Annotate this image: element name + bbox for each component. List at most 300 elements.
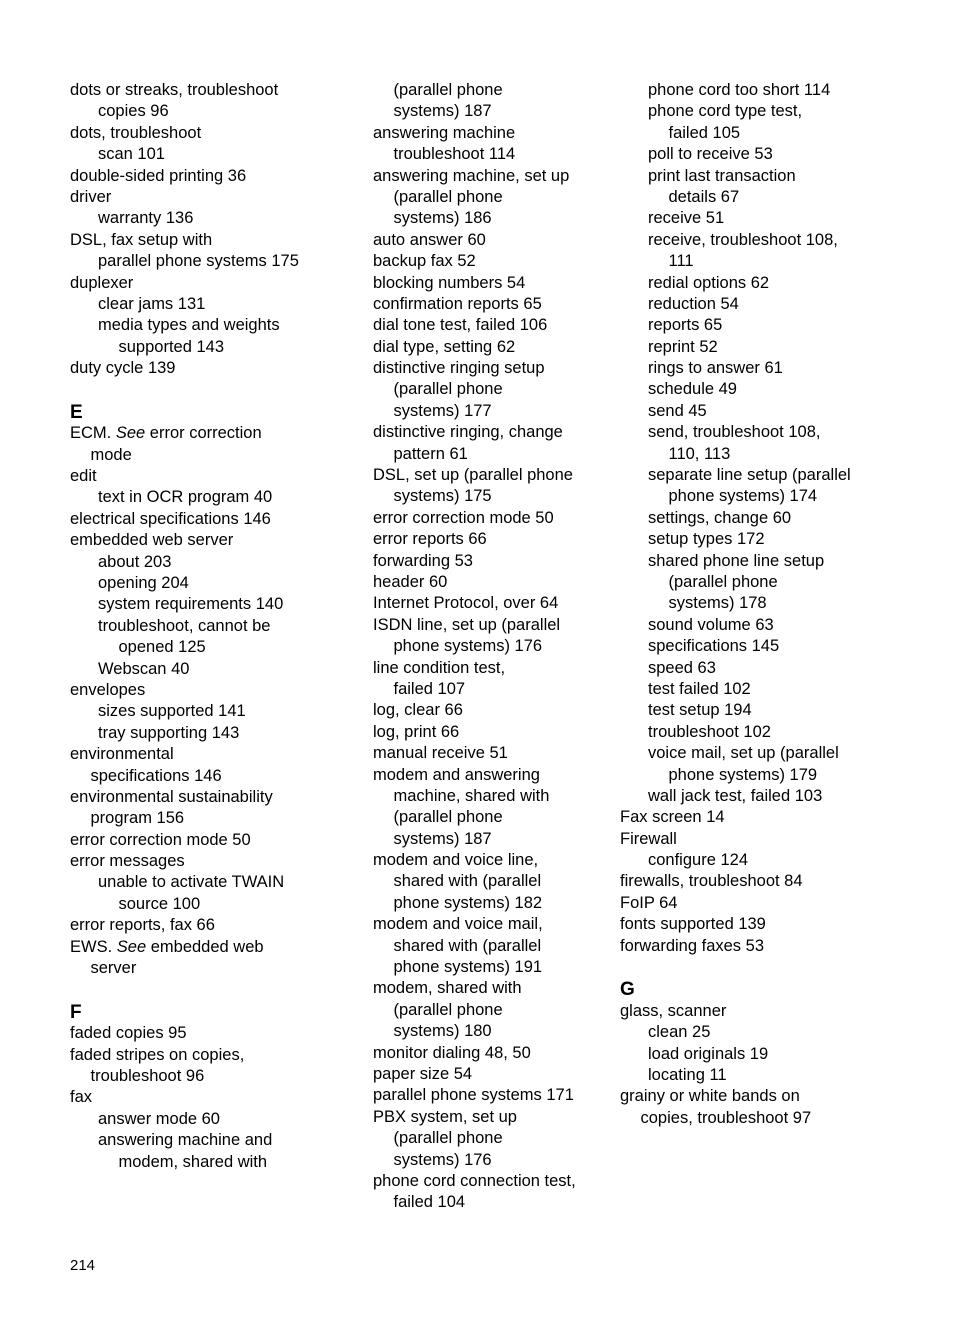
index-subentry xyxy=(620,187,920,208)
entry-text: pattern 61 xyxy=(393,444,468,463)
entry-text: answering machine, set up xyxy=(373,166,570,185)
index-subentry xyxy=(70,958,360,979)
entry-text: DSL, set up (parallel phone xyxy=(373,466,573,485)
entry-text: media types and weights xyxy=(98,316,280,335)
entry-text: driver xyxy=(70,187,112,206)
entry-text: faded copies 95 xyxy=(70,1024,187,1043)
entry-text: modem and answering xyxy=(373,765,540,784)
entry-text: scan 101 xyxy=(98,145,165,164)
index-entry xyxy=(70,230,360,251)
entry-text: forwarding faxes 53 xyxy=(620,936,764,955)
index-subentry xyxy=(373,80,613,101)
index-entry xyxy=(373,529,613,550)
entry-text: error messages xyxy=(70,852,185,871)
index-entry xyxy=(373,508,613,529)
entry-text: phone systems) 174 xyxy=(668,487,818,506)
index-subentry xyxy=(70,766,360,787)
entry-text: phone cord connection test, xyxy=(373,1171,576,1190)
entry-text: reprint 52 xyxy=(648,337,718,356)
index-subentry xyxy=(70,208,360,229)
index-subentry xyxy=(620,273,920,294)
index-subentry xyxy=(373,871,613,892)
index-entry xyxy=(373,850,613,871)
see-target: embedded web xyxy=(150,937,264,956)
entry-text: details 67 xyxy=(668,187,740,206)
index-entry xyxy=(70,1023,360,1044)
entry-text: wall jack test, failed 103 xyxy=(648,786,823,805)
index-entry xyxy=(70,1045,360,1066)
entry-text: distinctive ringing, change xyxy=(373,423,563,442)
index-entry xyxy=(373,1043,613,1064)
index-subentry xyxy=(620,358,920,379)
index-section-letter: E xyxy=(70,401,83,423)
entry-text: line condition test, xyxy=(373,658,506,677)
index-subentry xyxy=(373,144,613,165)
entry-text: auto answer 60 xyxy=(373,230,486,249)
entry-text: unable to activate TWAIN xyxy=(98,873,285,892)
entry-text: Internet Protocol, over 64 xyxy=(373,594,559,613)
index-subentry xyxy=(620,251,920,272)
index-entry xyxy=(373,765,613,786)
entry-text: reduction 54 xyxy=(648,294,739,313)
entry-text: electrical specifications 146 xyxy=(70,509,271,528)
entry-text: answering machine and xyxy=(98,1131,273,1150)
index-entry xyxy=(620,807,920,828)
index-subentry xyxy=(620,123,920,144)
index-subentry xyxy=(70,552,360,573)
index-subentry xyxy=(70,616,360,637)
index-subentry xyxy=(620,230,920,251)
index-subentry xyxy=(70,1152,360,1173)
index-entry xyxy=(70,915,360,936)
entry-text: Firewall xyxy=(620,829,677,848)
entry-text: sound volume 63 xyxy=(648,615,774,634)
entry-text: parallel phone systems 171 xyxy=(373,1086,574,1105)
index-subentry xyxy=(70,1109,360,1130)
entry-text: answering machine xyxy=(373,123,516,142)
index-subentry xyxy=(620,850,920,871)
index-section-letter: F xyxy=(70,1001,82,1023)
entry-text: clean 25 xyxy=(648,1023,711,1042)
entry-text: (parallel phone xyxy=(668,572,778,591)
entry-text: test setup 194 xyxy=(648,701,752,720)
entry-text: fonts supported 139 xyxy=(620,915,766,934)
index-subentry xyxy=(70,594,360,615)
entry-text: edit xyxy=(70,467,97,486)
index-entry xyxy=(373,358,613,379)
index-entry xyxy=(373,1107,613,1128)
entry-text: test failed 102 xyxy=(648,679,751,698)
index-subentry xyxy=(70,101,360,122)
index-subentry xyxy=(373,379,613,400)
entry-text: ISDN line, set up (parallel xyxy=(373,615,561,634)
entry-text: modem and voice mail, xyxy=(373,915,543,934)
entry-text: duty cycle 139 xyxy=(70,359,176,378)
index-subentry xyxy=(70,1066,360,1087)
entry-text: systems) 187 xyxy=(393,102,492,121)
index-subentry xyxy=(620,101,920,122)
entry-text: opening 204 xyxy=(98,573,189,592)
entry-text: (parallel phone xyxy=(393,1000,503,1019)
entry-text: send 45 xyxy=(648,401,707,420)
index-entry xyxy=(70,937,360,958)
index-subentry xyxy=(620,593,920,614)
entry-text: machine, shared with xyxy=(393,786,550,805)
index-entry xyxy=(373,978,613,999)
entry-text: setup types 172 xyxy=(648,530,765,549)
entry-text: troubleshoot 102 xyxy=(648,722,771,741)
section-gap xyxy=(70,379,360,400)
index-entry xyxy=(70,123,360,144)
see-target: error correction xyxy=(149,424,262,443)
index-entry xyxy=(373,315,613,336)
index-entry xyxy=(620,914,920,935)
index-subentry xyxy=(620,679,920,700)
entry-text: copies, troubleshoot 97 xyxy=(640,1108,812,1127)
index-entry xyxy=(373,572,613,593)
entry-text: PBX system, set up xyxy=(373,1107,517,1126)
entry-text: double-sided printing 36 xyxy=(70,166,247,185)
index-subentry xyxy=(373,187,613,208)
index-subentry xyxy=(70,251,360,272)
index-subentry xyxy=(373,444,613,465)
index-subentry xyxy=(373,486,613,507)
entry-text: clear jams 131 xyxy=(98,294,206,313)
index-subentry xyxy=(373,893,613,914)
index-section-letter: G xyxy=(620,979,635,1001)
index-entry xyxy=(373,1064,613,1085)
index-entry xyxy=(373,273,613,294)
index-entry xyxy=(373,337,613,358)
entry-text: backup fax 52 xyxy=(373,252,476,271)
index-subentry xyxy=(373,101,613,122)
index-subentry xyxy=(620,658,920,679)
index-subentry xyxy=(620,80,920,101)
index-subentry xyxy=(620,422,920,443)
index-subentry xyxy=(620,722,920,743)
entry-text: DSL, fax setup with xyxy=(70,230,213,249)
entry-text: systems) 178 xyxy=(668,594,767,613)
entry-text: locating 11 xyxy=(648,1065,727,1084)
entry-text: answer mode 60 xyxy=(98,1109,220,1128)
index-entry xyxy=(70,80,360,101)
entry-text: reports 65 xyxy=(648,316,723,335)
index-subentry xyxy=(620,401,920,422)
entry-text: dial tone test, failed 106 xyxy=(373,316,548,335)
entry-text: copies 96 xyxy=(98,102,169,121)
see-reference: See xyxy=(115,424,146,443)
entry-text: troubleshoot, cannot be xyxy=(98,616,271,635)
index-subentry xyxy=(620,765,920,786)
index-entry xyxy=(70,851,360,872)
entry-text: environmental sustainability xyxy=(70,787,273,806)
entry-text: poll to receive 53 xyxy=(648,145,773,164)
index-entry xyxy=(373,422,613,443)
index-subentry xyxy=(620,529,920,550)
entry-text: systems) 186 xyxy=(393,209,492,228)
index-entry xyxy=(620,871,920,892)
entry-text: failed 105 xyxy=(668,123,741,142)
index-subentry xyxy=(620,1065,920,1086)
entry-text: log, clear 66 xyxy=(373,701,463,720)
index-subentry xyxy=(620,444,920,465)
index-subentry xyxy=(373,1150,613,1171)
index-subentry xyxy=(620,144,920,165)
index-entry xyxy=(70,273,360,294)
index-entry xyxy=(373,593,613,614)
index-subentry xyxy=(373,786,613,807)
entry-text: separate line setup (parallel xyxy=(648,466,851,485)
index-subentry xyxy=(373,957,613,978)
index-subentry xyxy=(620,615,920,636)
entry-text: about 203 xyxy=(98,552,172,571)
entry-text: systems) 175 xyxy=(393,487,492,506)
entry-text: phone systems) 182 xyxy=(393,893,543,912)
index-entry xyxy=(70,509,360,530)
entry-text: Webscan 40 xyxy=(98,659,190,678)
index-subentry xyxy=(620,337,920,358)
index-subentry xyxy=(70,894,360,915)
index-entry xyxy=(70,787,360,808)
index-entry xyxy=(373,1085,613,1106)
entry-text: print last transaction xyxy=(648,166,796,185)
entry-text: (parallel phone xyxy=(393,187,503,206)
entry-text: failed 107 xyxy=(393,679,466,698)
entry-text: (parallel phone xyxy=(393,81,503,99)
entry-text: send, troubleshoot 108, xyxy=(648,423,821,442)
index-entry xyxy=(620,893,920,914)
entry-text: receive 51 xyxy=(648,209,725,228)
entry-text: glass, scanner xyxy=(620,1001,727,1020)
entry-text: (parallel phone xyxy=(393,1129,503,1148)
entry-text: duplexer xyxy=(70,273,134,292)
index-subentry xyxy=(70,144,360,165)
index-subentry xyxy=(373,1128,613,1149)
entry-text: manual receive 51 xyxy=(373,744,508,763)
entry-text: monitor dialing 48, 50 xyxy=(373,1043,531,1062)
index-subentry xyxy=(620,379,920,400)
index-entry xyxy=(70,830,360,851)
index-subentry xyxy=(620,636,920,657)
index-subentry xyxy=(70,445,360,466)
index-entry xyxy=(373,658,613,679)
entry-text: sizes supported 141 xyxy=(98,702,246,721)
entry-text: server xyxy=(90,959,137,978)
entry-text: systems) 180 xyxy=(393,1022,492,1041)
index-subentry xyxy=(373,936,613,957)
index-entry xyxy=(373,1171,613,1192)
index-subentry xyxy=(70,872,360,893)
index-subentry xyxy=(620,572,920,593)
index-subentry xyxy=(620,551,920,572)
entry-text: error correction mode 50 xyxy=(373,508,554,527)
index-subentry xyxy=(620,1022,920,1043)
index-subentry xyxy=(70,487,360,508)
entry-text: dots, troubleshoot xyxy=(70,123,202,142)
entry-text: (parallel phone xyxy=(393,380,503,399)
entry-text: troubleshoot 114 xyxy=(393,145,516,164)
entry-text: failed 104 xyxy=(393,1193,466,1212)
index-subentry xyxy=(620,166,920,187)
entry-text: configure 124 xyxy=(648,851,748,870)
entry-text: shared phone line setup xyxy=(648,551,825,570)
index-subentry xyxy=(373,208,613,229)
index-column-1 xyxy=(70,80,360,1173)
entry-text: embedded web server xyxy=(70,531,234,550)
index-subentry xyxy=(70,637,360,658)
index-entry xyxy=(70,466,360,487)
entry-text: envelopes xyxy=(70,680,146,699)
index-entry xyxy=(373,551,613,572)
index-subentry xyxy=(620,486,920,507)
index-entry xyxy=(373,294,613,315)
entry-text: modem, shared with xyxy=(373,979,522,998)
index-entry xyxy=(373,230,613,251)
entry-text: voice mail, set up (parallel xyxy=(648,744,839,763)
index-entry xyxy=(620,1086,920,1107)
index-entry xyxy=(373,166,613,187)
entry-text: supported 143 xyxy=(118,337,225,356)
index-subentry xyxy=(620,508,920,529)
entry-text: Fax screen 14 xyxy=(620,808,725,827)
index-subentry xyxy=(620,700,920,721)
entry-text: load originals 19 xyxy=(648,1044,769,1063)
index-entry xyxy=(70,187,360,208)
entry-text: phone systems) 176 xyxy=(393,637,543,656)
entry-text: paper size 54 xyxy=(373,1064,473,1083)
index-subentry xyxy=(620,1044,920,1065)
entry-text: error reports 66 xyxy=(373,530,487,549)
index-subentry xyxy=(620,743,920,764)
index-subentry xyxy=(620,208,920,229)
index-entry xyxy=(620,1001,920,1022)
entry-text: 110, 113 xyxy=(668,444,731,463)
entry-text: parallel phone systems 175 xyxy=(98,252,299,271)
index-entry xyxy=(373,465,613,486)
index-subentry xyxy=(70,808,360,829)
index-subentry xyxy=(70,337,360,358)
entry-text: distinctive ringing setup xyxy=(373,359,545,378)
entry-text: header 60 xyxy=(373,572,448,591)
entry-text: phone cord too short 114 xyxy=(648,81,831,99)
entry-text: specifications 145 xyxy=(648,637,780,656)
index-entry xyxy=(373,914,613,935)
index-subentry xyxy=(620,315,920,336)
index-entry xyxy=(70,166,360,187)
entry-text: shared with (parallel xyxy=(393,872,542,891)
index-entry xyxy=(373,123,613,144)
index-entry xyxy=(373,700,613,721)
entry-text: systems) 176 xyxy=(393,1150,492,1169)
entry-text: blocking numbers 54 xyxy=(373,273,526,292)
entry-text: error reports, fax 66 xyxy=(70,916,215,935)
index-entry xyxy=(373,251,613,272)
entry-text: phone cord type test, xyxy=(648,102,803,121)
entry-text: shared with (parallel xyxy=(393,936,542,955)
entry-text: specifications 146 xyxy=(90,766,222,785)
index-subentry xyxy=(373,401,613,422)
entry-text: systems) 187 xyxy=(393,829,492,848)
entry-text: EWS. xyxy=(70,937,113,956)
entry-text: opened 125 xyxy=(118,638,206,657)
entry-text: faded stripes on copies, xyxy=(70,1045,245,1064)
index-entry xyxy=(70,680,360,701)
index-entry xyxy=(373,743,613,764)
entry-text: rings to answer 61 xyxy=(648,359,783,378)
entry-text: text in OCR program 40 xyxy=(98,488,273,507)
see-reference: See xyxy=(116,937,147,956)
entry-text: environmental xyxy=(70,745,174,764)
entry-text: tray supporting 143 xyxy=(98,723,240,742)
entry-text: fax xyxy=(70,1088,93,1107)
entry-text: schedule 49 xyxy=(648,380,737,399)
index-entry xyxy=(70,423,360,444)
index-entry xyxy=(70,1087,360,1108)
entry-text: forwarding 53 xyxy=(373,551,473,570)
index-entry xyxy=(70,530,360,551)
section-gap xyxy=(70,979,360,1000)
index-subentry xyxy=(70,315,360,336)
entry-text: (parallel phone xyxy=(393,808,503,827)
index-entry xyxy=(373,615,613,636)
entry-text: modem, shared with xyxy=(118,1152,268,1171)
index-subentry xyxy=(70,294,360,315)
index-subentry xyxy=(620,786,920,807)
entry-text: settings, change 60 xyxy=(648,508,792,527)
index-subentry xyxy=(70,573,360,594)
entry-text: grainy or white bands on xyxy=(620,1087,800,1106)
index-entry xyxy=(70,744,360,765)
index-subentry xyxy=(620,465,920,486)
index-subentry xyxy=(373,1192,613,1213)
entry-text: source 100 xyxy=(118,894,201,913)
index-column-3 xyxy=(620,80,920,1129)
index-subentry xyxy=(373,679,613,700)
index-subentry xyxy=(373,1000,613,1021)
section-gap xyxy=(620,957,920,978)
entry-text: firewalls, troubleshoot 84 xyxy=(620,872,803,891)
entry-text: program 156 xyxy=(90,809,185,828)
index-entry xyxy=(620,936,920,957)
entry-text: error correction mode 50 xyxy=(70,830,251,849)
entry-text: warranty 136 xyxy=(98,209,194,228)
index-column-2 xyxy=(373,80,613,1214)
entry-text: ECM. xyxy=(70,424,112,443)
entry-text: 111 xyxy=(668,252,694,271)
index-subentry xyxy=(70,659,360,680)
index-entry xyxy=(620,829,920,850)
entry-text: systems) 177 xyxy=(393,401,492,420)
index-subentry xyxy=(373,829,613,850)
entry-text: redial options 62 xyxy=(648,273,770,292)
entry-text: dots or streaks, troubleshoot xyxy=(70,81,279,99)
entry-text: phone systems) 179 xyxy=(668,765,818,784)
index-subentry xyxy=(70,723,360,744)
index-entry xyxy=(70,358,360,379)
index-entry xyxy=(373,722,613,743)
index-subentry xyxy=(373,636,613,657)
entry-text: speed 63 xyxy=(648,658,716,677)
entry-text: troubleshoot 96 xyxy=(90,1066,205,1085)
index-subentry xyxy=(620,1108,920,1129)
entry-text: system requirements 140 xyxy=(98,595,284,614)
index-subentry xyxy=(373,1021,613,1042)
index-subentry xyxy=(70,1130,360,1151)
entry-text: modem and voice line, xyxy=(373,851,539,870)
index-subentry xyxy=(373,807,613,828)
page-number: 214 xyxy=(70,1257,96,1274)
entry-text: FoIP 64 xyxy=(620,893,678,912)
